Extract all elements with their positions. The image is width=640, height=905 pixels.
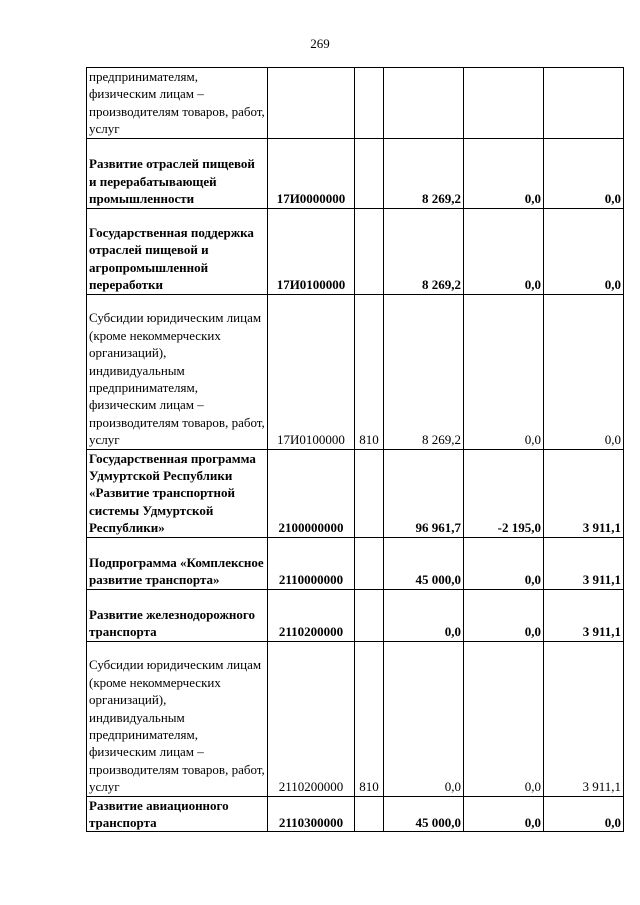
expense-type-cell: 810 xyxy=(355,294,384,449)
table-row xyxy=(87,68,624,139)
target-code-cell: 17И0100000 xyxy=(268,294,355,449)
row-name-cell: Государственная поддержка отраслей пищевой и агропромышленной переработки xyxy=(87,208,268,294)
budget-table xyxy=(86,67,624,832)
amount-cell: 8 269,2 xyxy=(384,138,464,208)
target-code-cell: 17И0100000 xyxy=(268,208,355,294)
amount-change-cell: 0,0 xyxy=(464,138,544,208)
row-name-cell: Подпрограмма «Комплексное развитие транспорта» xyxy=(87,537,268,589)
target-code-cell: 2110200000 xyxy=(268,641,355,796)
expense-type-cell xyxy=(355,449,384,537)
table-row xyxy=(87,537,624,589)
row-name-cell: Развитие отраслей пищевой и перерабатывающей промышленности xyxy=(87,138,268,208)
target-code-cell: 2110000000 xyxy=(268,537,355,589)
amount-change-cell: -2 195,0 xyxy=(464,449,544,537)
target-code-cell: 2110300000 xyxy=(268,796,355,832)
amount-next-cell: 3 911,1 xyxy=(544,641,624,796)
page-number: 269 xyxy=(310,36,330,51)
table-row xyxy=(87,589,624,641)
amount-change-cell: 0,0 xyxy=(464,796,544,832)
row-name-cell: Государственная программа Удмуртской Республики «Развитие транспортной системы Удмуртской Республики» xyxy=(87,449,268,537)
target-code-cell: 17И0000000 xyxy=(268,138,355,208)
expense-type-cell: 810 xyxy=(355,641,384,796)
amount-next-cell: 3 911,1 xyxy=(544,589,624,641)
amount-cell xyxy=(384,68,464,139)
row-name-cell: предпринимателям, физическим лицам – производителям товаров, работ, услуг xyxy=(87,68,268,139)
amount-change-cell: 0,0 xyxy=(464,208,544,294)
target-code-cell: 2100000000 xyxy=(268,449,355,537)
amount-cell: 0,0 xyxy=(384,589,464,641)
amount-cell: 96 961,7 xyxy=(384,449,464,537)
budget-table-body xyxy=(87,68,624,832)
table-row xyxy=(87,208,624,294)
amount-cell: 8 269,2 xyxy=(384,208,464,294)
expense-type-cell xyxy=(355,208,384,294)
row-name-cell: Развитие железнодорожного транспорта xyxy=(87,589,268,641)
row-name-cell: Развитие авиационного транспорта xyxy=(87,796,268,832)
target-code-cell: 2110200000 xyxy=(268,589,355,641)
amount-cell: 8 269,2 xyxy=(384,294,464,449)
amount-change-cell xyxy=(464,68,544,139)
amount-next-cell: 0,0 xyxy=(544,294,624,449)
target-code-cell xyxy=(268,68,355,139)
amount-change-cell: 0,0 xyxy=(464,537,544,589)
table-row xyxy=(87,641,624,796)
expense-type-cell xyxy=(355,138,384,208)
expense-type-cell xyxy=(355,68,384,139)
amount-cell: 45 000,0 xyxy=(384,537,464,589)
amount-next-cell: 3 911,1 xyxy=(544,537,624,589)
amount-next-cell: 0,0 xyxy=(544,138,624,208)
expense-type-cell xyxy=(355,589,384,641)
amount-next-cell: 0,0 xyxy=(544,208,624,294)
table-row xyxy=(87,294,624,449)
table-row xyxy=(87,449,624,537)
amount-next-cell xyxy=(544,68,624,139)
row-name-cell: Субсидии юридическим лицам (кроме некоммерческих организаций), индивидуальным предпринимателям, физическим лицам – производителям товаров, работ, услуг xyxy=(87,294,268,449)
table-row xyxy=(87,138,624,208)
table-row xyxy=(87,796,624,832)
row-name-cell: Субсидии юридическим лицам (кроме некоммерческих организаций), индивидуальным предпринимателям, физическим лицам – производителям товаров, работ, услуг xyxy=(87,641,268,796)
amount-cell: 0,0 xyxy=(384,641,464,796)
amount-cell: 45 000,0 xyxy=(384,796,464,832)
expense-type-cell xyxy=(355,537,384,589)
amount-next-cell: 0,0 xyxy=(544,796,624,832)
amount-next-cell: 3 911,1 xyxy=(544,449,624,537)
amount-change-cell: 0,0 xyxy=(464,294,544,449)
amount-change-cell: 0,0 xyxy=(464,589,544,641)
expense-type-cell xyxy=(355,796,384,832)
amount-change-cell: 0,0 xyxy=(464,641,544,796)
